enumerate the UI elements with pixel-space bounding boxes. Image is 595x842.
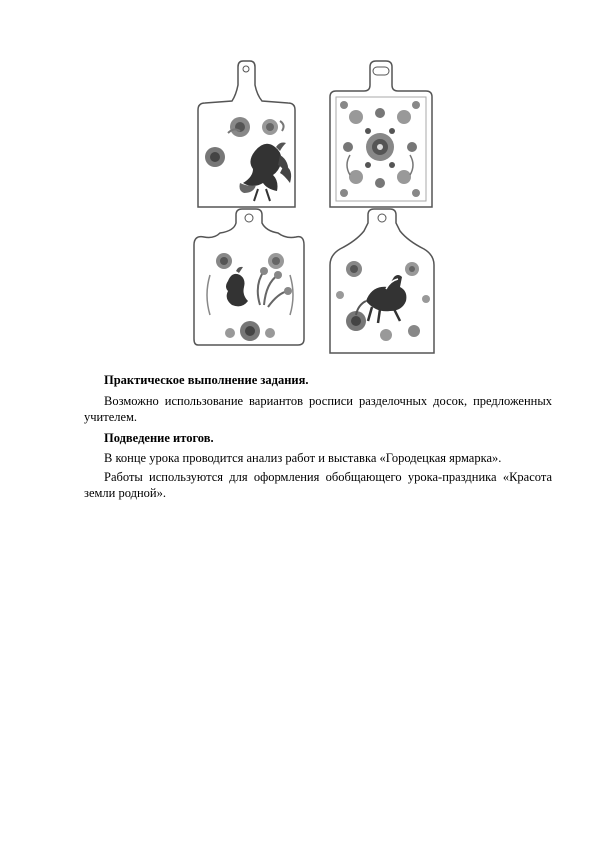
board-horse-flowers (330, 209, 434, 353)
heading-summary: Подведение итогов. (104, 430, 214, 445)
flower-ornament-icon (340, 101, 420, 197)
cutting-boards-illustration (180, 55, 450, 360)
paragraph-practice: Возможно использование вариантов росписи разделочных досок, предложенных учителем. (84, 393, 552, 424)
text-block (84, 372, 552, 504)
heading-practice: Практическое выполнение задания. (104, 373, 309, 387)
paragraph-summary-2: Работы используются для оформления обобщающего урока-праздника «Красота земли родной». (84, 469, 552, 500)
board-rooster-flowers (198, 61, 295, 207)
board-rooster-bouquet (194, 209, 304, 345)
board-floral-ornament (330, 61, 432, 207)
paragraph-summary-1: В конце урока проводится анализ работ и выставка «Городецкая ярмарка». (104, 451, 502, 465)
